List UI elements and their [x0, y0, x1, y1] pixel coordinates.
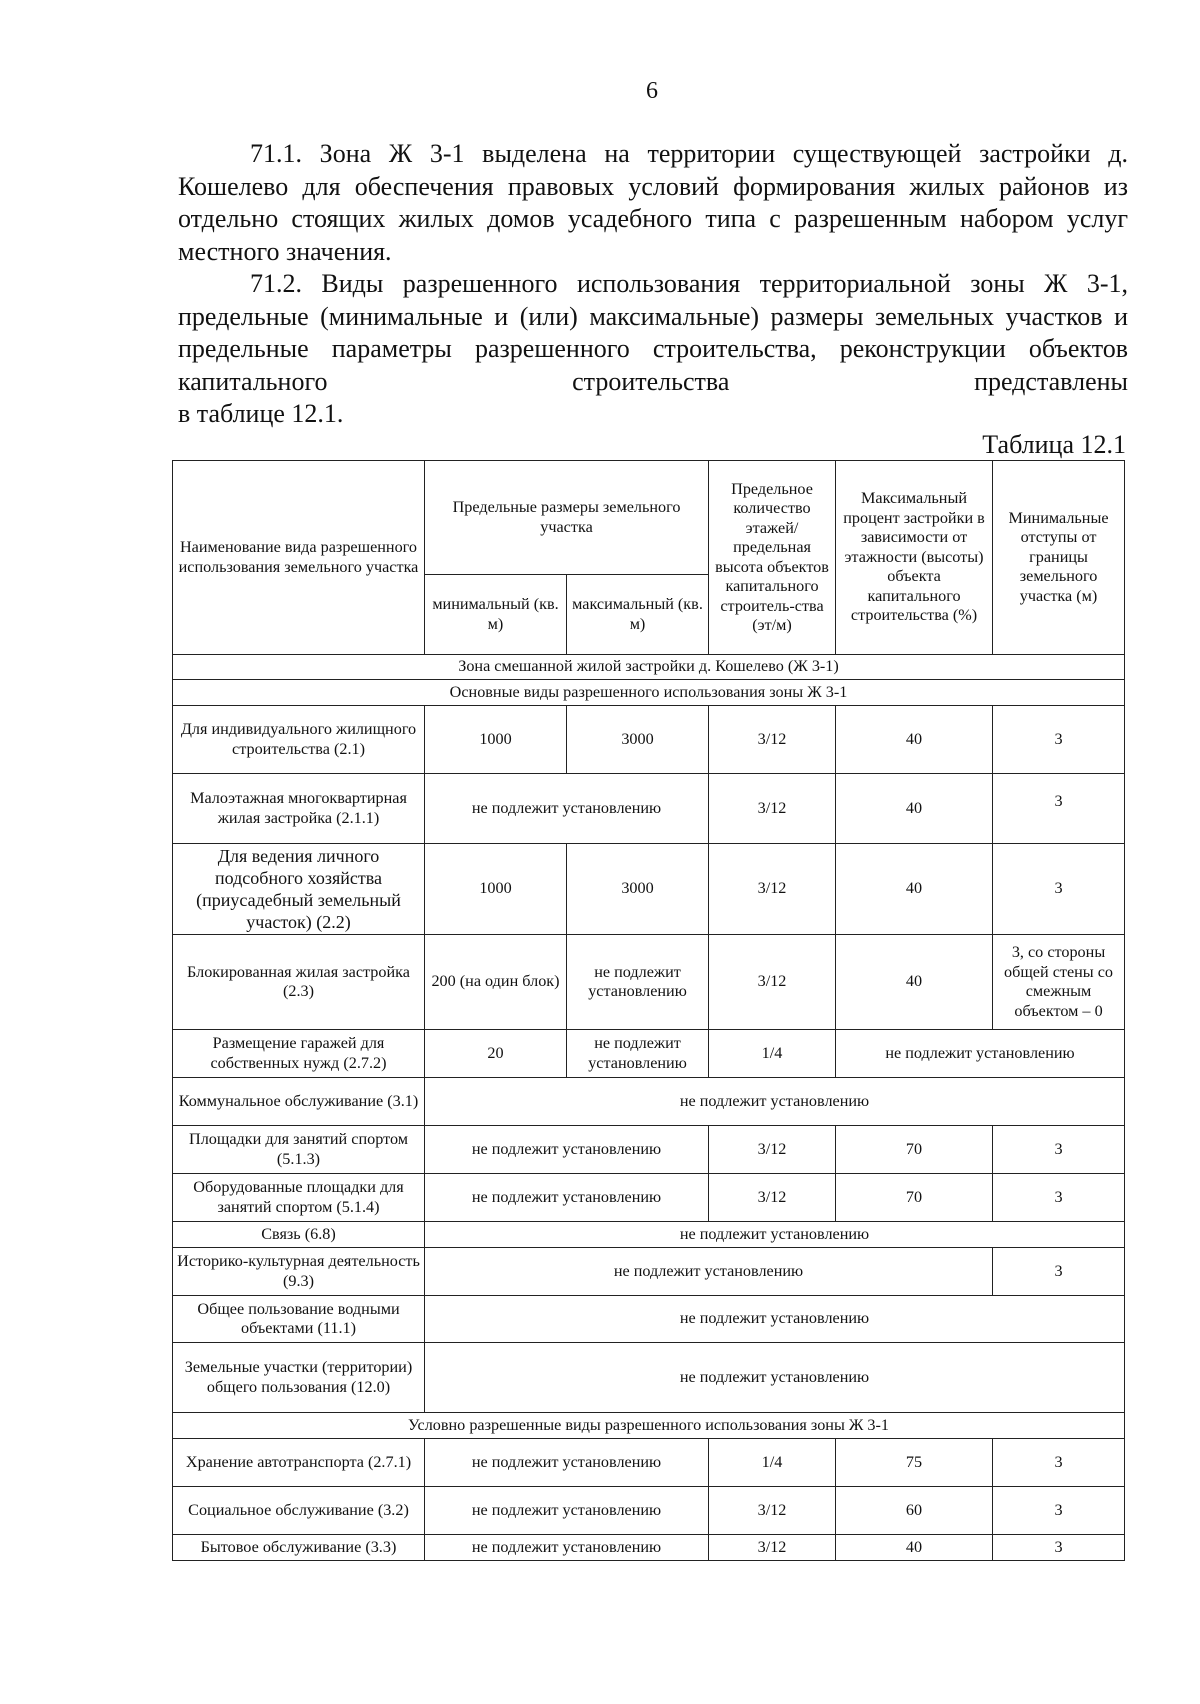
row-min: 200 (на один блок): [425, 935, 567, 1030]
table-row: [173, 1222, 1125, 1248]
table-row: [173, 1296, 1125, 1343]
row-floors: 1/4: [709, 1030, 836, 1078]
table-row: [173, 935, 1125, 1030]
paragraph-71-2-end: в таблице 12.1.: [178, 399, 344, 428]
row-all: не подлежит установлению: [425, 1296, 1125, 1343]
paragraph-71-2: 71.2. Виды разрешенного использования территориальной зоны Ж 3-1, предельные (минимальные и (или) максимальные) размеры земельных участков и предельные параметры разрешенного строительства, реконструкции объектов капитального строительства представлены: [178, 269, 1128, 396]
row-name: Блокированная жилая застройка (2.3): [173, 935, 425, 1030]
row-rest: не подлежит установлению: [836, 1030, 1125, 1078]
row-setback: 3: [993, 1487, 1125, 1535]
header-name: Наименование вида разрешенного использования земельного участка: [173, 461, 425, 655]
table-row: [173, 706, 1125, 774]
table-row: [173, 1439, 1125, 1487]
row-floors: 3/12: [709, 706, 836, 774]
row-sizes: не подлежит установлению: [425, 774, 709, 844]
row-name: Коммунальное обслуживание (3.1): [173, 1078, 425, 1126]
page-number: 6: [646, 78, 658, 104]
table-row: [173, 1126, 1125, 1174]
row-percent: 40: [836, 774, 993, 844]
row-name: Оборудованные площадки для занятий спортом (5.1.4): [173, 1174, 425, 1222]
row-setback: 3: [993, 1439, 1125, 1487]
row-name: Общее пользование водными объектами (11.1): [173, 1296, 425, 1343]
row-percent: 40: [836, 706, 993, 774]
row-floors: 3/12: [709, 844, 836, 935]
zoning-table: [172, 460, 1125, 1561]
row-setback: 3: [993, 1174, 1125, 1222]
row-min: 1000: [425, 706, 567, 774]
row-name: Социальное обслуживание (3.2): [173, 1487, 425, 1535]
row-name: Связь (6.8): [173, 1222, 425, 1248]
row-name: Для индивидуального жилищного строительства (2.1): [173, 706, 425, 774]
row-max: 3000: [567, 844, 709, 935]
row-min: 1000: [425, 844, 567, 935]
row-max: 3000: [567, 706, 709, 774]
section-zone: Зона смешанной жилой застройки д. Кошелево (Ж 3-1): [173, 655, 1125, 680]
row-floors: 3/12: [709, 1487, 836, 1535]
row-percent: 40: [836, 844, 993, 935]
row-percent: 40: [836, 1535, 993, 1561]
row-name: Размещение гаражей для собственных нужд (2.7.2): [173, 1030, 425, 1078]
row-sizes: не подлежит установлению: [425, 1439, 709, 1487]
row-floors: 3/12: [709, 1535, 836, 1561]
table-row: [173, 844, 1125, 935]
row-max: не подлежит установлению: [567, 935, 709, 1030]
header-percent: Максимальный процент застройки в зависимости от этажности (высоты) объекта капитального строительства (%): [836, 461, 993, 655]
row-setback: 3: [993, 1248, 1125, 1296]
section-main: Основные виды разрешенного использования зоны Ж 3-1: [173, 680, 1125, 706]
row-name: Бытовое обслуживание (3.3): [173, 1535, 425, 1561]
row-floors: 3/12: [709, 1174, 836, 1222]
row-setback: 3: [993, 706, 1125, 774]
table-row: [173, 1174, 1125, 1222]
row-sizes: не подлежит установлению: [425, 1535, 709, 1561]
row-name: Хранение автотранспорта (2.7.1): [173, 1439, 425, 1487]
row-percent: 60: [836, 1487, 993, 1535]
row-sizes: не подлежит установлению: [425, 1126, 709, 1174]
row-name: Историко-культурная деятельность (9.3): [173, 1248, 425, 1296]
header-min: минимальный (кв. м): [425, 575, 567, 655]
row-all: не подлежит установлению: [425, 1343, 1125, 1413]
row-percent: 75: [836, 1439, 993, 1487]
body-text: [178, 138, 1128, 431]
table-row: [173, 1487, 1125, 1535]
paragraph-71-1: 71.1. Зона Ж 3-1 выделена на территории существующей застройки д. Кошелево для обеспечения правовых условий формирования жилых районов из отдельно стоящих жилых домов усадебного типа с разрешенным набором услуг местного значения.: [178, 139, 1128, 266]
header-setback: Минимальные отступы от границы земельного участка (м): [993, 461, 1125, 655]
table-row: [173, 774, 1125, 844]
row-name: Земельные участки (территории) общего пользования (12.0): [173, 1343, 425, 1413]
section-conditional: Условно разрешенные виды разрешенного использования зоны Ж 3-1: [173, 1413, 1125, 1439]
header-floors: Предельное количество этажей/предельная высота объектов капитального строитель-ства (эт/м): [709, 461, 836, 655]
row-setback: 3, со стороны общей стены со смежным объектом – 0: [993, 935, 1125, 1030]
table-row: [173, 1078, 1125, 1126]
row-min: 20: [425, 1030, 567, 1078]
row-percent: 70: [836, 1126, 993, 1174]
row-sizes: не подлежит установлению: [425, 1174, 709, 1222]
table-caption: Таблица 12.1: [982, 430, 1126, 459]
table-row: [173, 1248, 1125, 1296]
row-setback: 3: [993, 1126, 1125, 1174]
row-name: Малоэтажная многоквартирная жилая застройка (2.1.1): [173, 774, 425, 844]
row-sizes: не подлежит установлению: [425, 1487, 709, 1535]
row-floors: 3/12: [709, 1126, 836, 1174]
row-max: не подлежит установлению: [567, 1030, 709, 1078]
row-percent: 40: [836, 935, 993, 1030]
row-setback: 3: [993, 774, 1125, 844]
row-name: Площадки для занятий спортом (5.1.3): [173, 1126, 425, 1174]
row-percent: 70: [836, 1174, 993, 1222]
table-row: [173, 1343, 1125, 1413]
table-row: [173, 1030, 1125, 1078]
row-all: не подлежит установлению: [425, 1078, 1125, 1126]
row-floors: 1/4: [709, 1439, 836, 1487]
table-row: [173, 1535, 1125, 1561]
row-floors: 3/12: [709, 935, 836, 1030]
row-setback: 3: [993, 1535, 1125, 1561]
header-sizes: Предельные размеры земельного участка: [425, 461, 709, 575]
row-all: не подлежит установлению: [425, 1222, 1125, 1248]
row-span4: не подлежит установлению: [425, 1248, 993, 1296]
row-name: Для ведения личного подсобного хозяйства (приусадебный земельный участок) (2.2): [173, 844, 425, 935]
row-setback: 3: [993, 844, 1125, 935]
row-floors: 3/12: [709, 774, 836, 844]
header-max: максимальный (кв. м): [567, 575, 709, 655]
